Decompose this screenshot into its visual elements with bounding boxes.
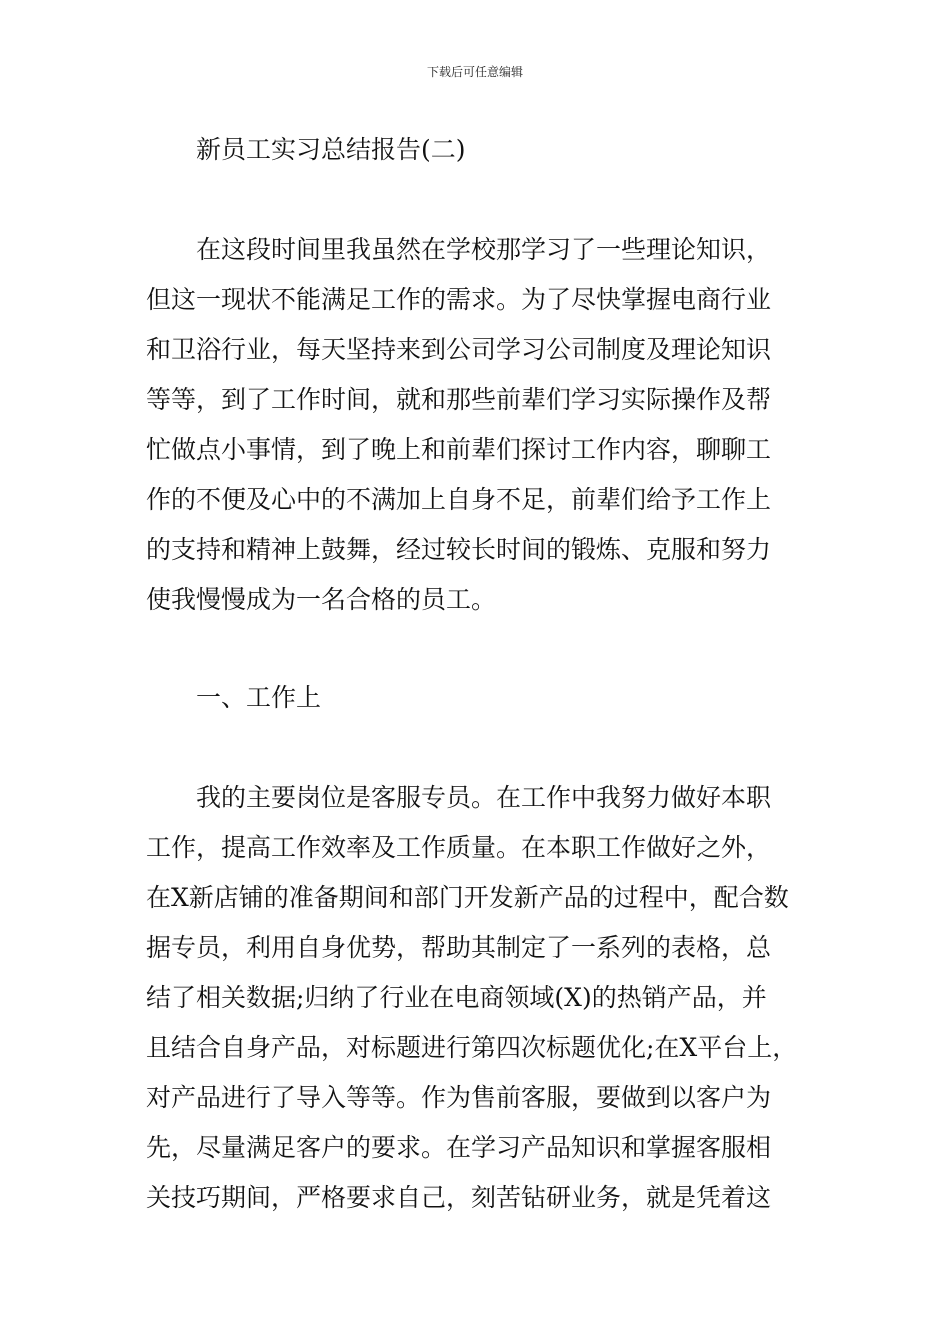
paragraph-2-line-4: 据专员，利用自身优势，帮助其制定了一系列的表格，总 [146,933,772,962]
paragraph-1-line-8: 使我慢慢成为一名合格的员工。 [146,585,497,614]
paragraph-2-line-2: 工作，提高工作效率及工作质量。在本职工作做好之外， [146,833,772,862]
header-note: 下载后可任意编辑 [426,65,523,79]
paragraph-1-line-5: 忙做点小事情，到了晚上和前辈们探讨工作内容，聊聊工 [146,435,772,464]
paragraph-1-line-7: 的支持和精神上鼓舞，经过较长时间的锻炼、克服和努力 [146,535,772,564]
paragraph-2-line-6: 且结合自身产品，对标题进行第四次标题优化;在X平台上， [146,1033,798,1062]
paragraph-2-line-9: 关技巧期间，严格要求自己，刻苦钻研业务，就是凭着这 [146,1183,772,1212]
paragraph-2-line-1: 我的主要岗位是客服专员。在工作中我努力做好本职 [196,783,772,812]
paragraph-1-line-2: 但这一现状不能满足工作的需求。为了尽快掌握电商行业 [146,285,772,314]
paragraph-1-line-1: 在这段时间里我虽然在学校那学习了一些理论知识， [196,235,772,264]
section-heading: 一、工作上 [196,683,322,712]
paragraph-1-line-3: 和卫浴行业，每天坚持来到公司学习公司制度及理论知识 [146,335,772,364]
paragraph-2-line-8: 先，尽量满足客户的要求。在学习产品知识和掌握客服相 [146,1133,772,1162]
paragraph-1-line-4: 等等，到了工作时间，就和那些前辈们学习实际操作及帮 [146,385,772,414]
paragraph-2-line-5: 结了相关数据;归纳了行业在电商领域(X)的热销产品，并 [146,983,767,1012]
document-title: 新员工实习总结报告(二) [196,135,466,164]
paragraph-2-line-3: 在X新店铺的准备期间和部门开发新产品的过程中，配合数 [146,883,789,912]
paragraph-1-line-6: 作的不便及心中的不满加上自身不足，前辈们给予工作上 [146,485,772,514]
paragraph-2-line-7: 对产品进行了导入等等。作为售前客服，要做到以客户为 [146,1083,772,1112]
